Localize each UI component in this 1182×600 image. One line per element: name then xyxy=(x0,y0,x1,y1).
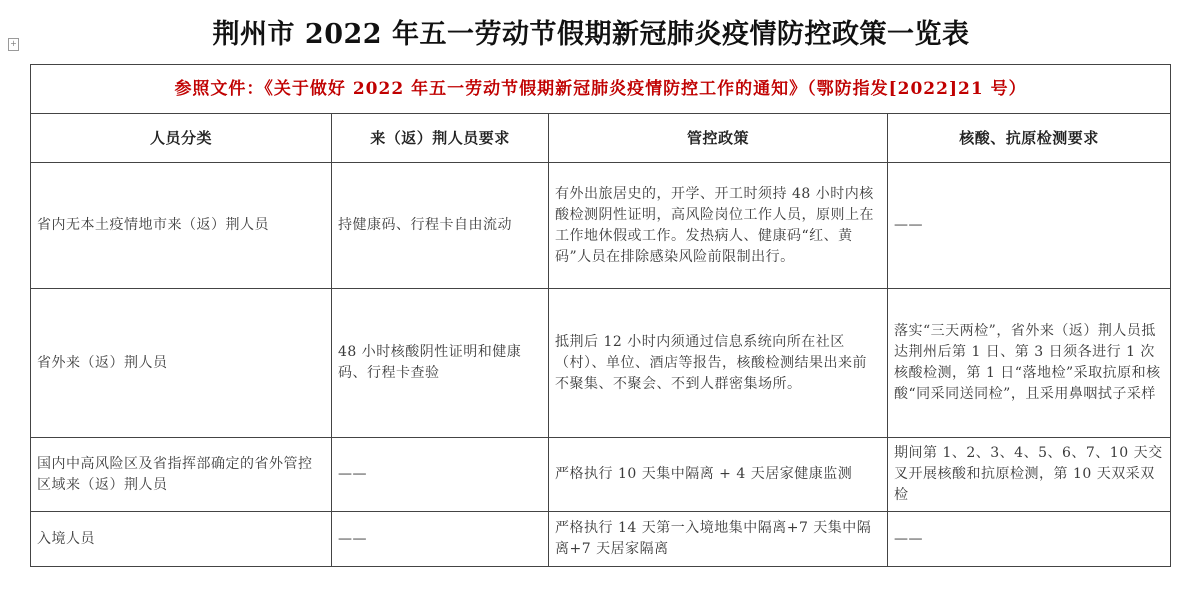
category-cell: 省内无本土疫情地市来（返）荆人员 xyxy=(31,163,332,289)
control-policy-cell: 严格执行 14 天第一入境地集中隔离+7 天集中隔离+7 天居家隔离 xyxy=(549,512,888,567)
category-cell: 国内中高风险区及省指挥部确定的省外管控区域来（返）荆人员 xyxy=(31,438,332,512)
category-cell: 入境人员 xyxy=(31,512,332,567)
control-policy-cell: 有外出旅居史的，开学、开工时须持 48 小时内核酸检测阴性证明，高风险岗位工作人员，原则上在工作地休假或工作。发热病人、健康码“红、黄码”人员在排除感染风险前限制出行。 xyxy=(549,163,888,289)
table-row xyxy=(31,438,1171,512)
reference-row xyxy=(31,65,1171,114)
policy-table xyxy=(30,64,1171,567)
reference-document: 参照文件：《关于做好 2022 年五一劳动节假期新冠肺炎疫情防控工作的通知》（鄂防指发[2022]21 号） xyxy=(31,65,1171,114)
testing-requirement-cell: 落实“三天两检”，省外来（返）荆人员抵达荆州后第 1 日、第 3 日须各进行 1 次核酸检测，第 1 日“落地检”采取抗原和核酸“同采同送同检”，且采用鼻咽拭子采样 xyxy=(888,289,1171,438)
page-title: 荆州市 2022 年五一劳动节假期新冠肺炎疫情防控政策一览表 xyxy=(212,19,970,50)
entry-requirement-cell: —— xyxy=(332,512,549,567)
table-row xyxy=(31,163,1171,289)
header-entry-requirement: 来（返）荆人员要求 xyxy=(332,114,549,163)
category-cell: 省外来（返）荆人员 xyxy=(31,289,332,438)
control-policy-cell: 严格执行 10 天集中隔离 + 4 天居家健康监测 xyxy=(549,438,888,512)
table-row xyxy=(31,289,1171,438)
testing-requirement-cell: —— xyxy=(888,512,1171,567)
header-control-policy: 管控政策 xyxy=(549,114,888,163)
header-testing-requirement: 核酸、抗原检测要求 xyxy=(888,114,1171,163)
header-row xyxy=(31,114,1171,163)
entry-requirement-cell: 持健康码、行程卡自由流动 xyxy=(332,163,549,289)
entry-requirement-cell: 48 小时核酸阴性证明和健康码、行程卡查验 xyxy=(332,289,549,438)
testing-requirement-cell: 期间第 1、2、3、4、5、6、7、10 天交叉开展核酸和抗原检测，第 10 天双采双检 xyxy=(888,438,1171,512)
table-row xyxy=(31,512,1171,567)
entry-requirement-cell: —— xyxy=(332,438,549,512)
testing-requirement-cell: —— xyxy=(888,163,1171,289)
header-category: 人员分类 xyxy=(31,114,332,163)
control-policy-cell: 抵荆后 12 小时内须通过信息系统向所在社区（村）、单位、酒店等报告，核酸检测结果出来前不聚集、不聚会、不到人群密集场所。 xyxy=(549,289,888,438)
table-anchor-icon[interactable]: + xyxy=(8,38,19,51)
